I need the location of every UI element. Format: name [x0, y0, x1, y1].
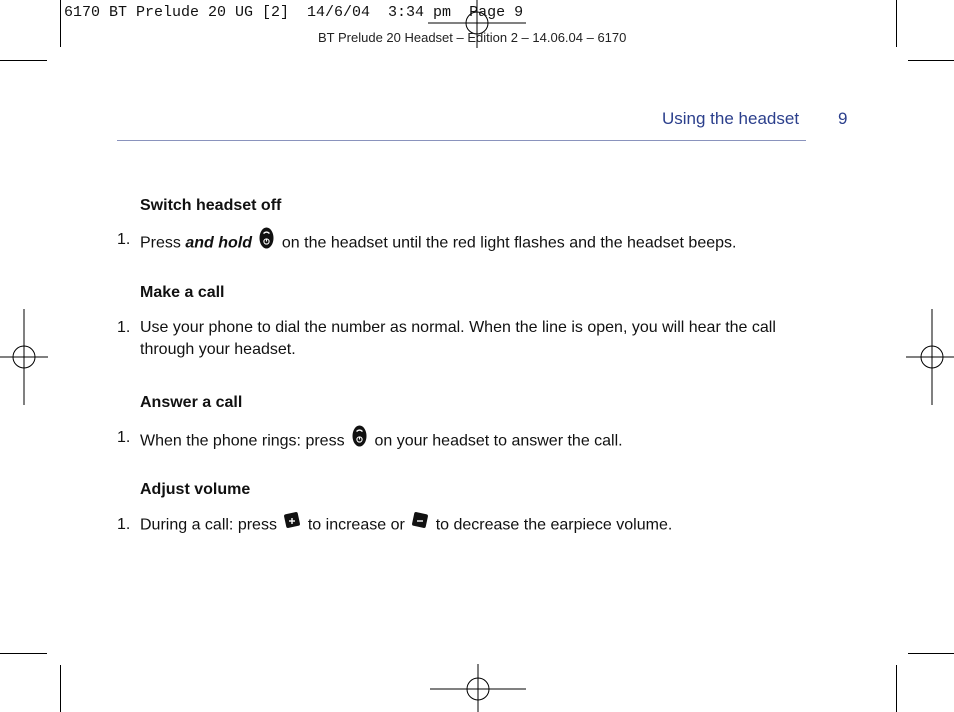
registration-mark-bottom	[430, 664, 526, 712]
item-number: 1.	[117, 231, 131, 248]
section-title-switch-off: Switch headset off	[140, 197, 282, 214]
item-number: 1.	[117, 516, 131, 533]
volume-up-icon	[284, 512, 300, 535]
item-text: Use your phone to dial the number as normal. When the line is open, you will hear the call through your headset.	[140, 319, 776, 358]
crop-mark-top-right-h	[908, 60, 954, 61]
print-slug: 6170 BT Prelude 20 UG [2] 14/6/04 3:34 pm Page 9	[64, 4, 524, 21]
item-text-before: When the phone rings: press	[140, 432, 345, 450]
call-button-icon	[352, 425, 367, 454]
list-item-switch-off	[117, 229, 797, 258]
header-rule	[117, 140, 806, 141]
page-number: 9	[838, 109, 848, 128]
item-text-before: Press	[140, 234, 186, 252]
volume-down-icon	[412, 512, 428, 535]
section-title-make-call: Make a call	[140, 284, 225, 301]
edition-line: BT Prelude 20 Headset – Edition 2 – 14.06.04 – 6170	[318, 30, 627, 45]
item-number: 1.	[117, 319, 131, 336]
list-item-make-call	[117, 317, 797, 361]
item-text-after: to decrease the earpiece volume.	[431, 516, 673, 534]
item-text-after: on your headset to answer the call.	[370, 432, 623, 450]
section-title-answer-call: Answer a call	[140, 394, 243, 411]
crop-mark-bottom-left-v	[60, 665, 61, 712]
crop-mark-top-right-v	[896, 0, 897, 47]
list-item-answer-call	[117, 427, 797, 456]
item-text-emphasis: and hold	[185, 234, 252, 252]
crop-mark-bottom-left-h	[0, 653, 47, 654]
item-number: 1.	[117, 429, 131, 446]
crop-mark-top-left-v	[60, 0, 61, 47]
crop-mark-bottom-right-h	[908, 653, 954, 654]
crop-mark-bottom-right-v	[896, 665, 897, 712]
registration-mark-right	[906, 309, 954, 405]
running-head: Using the headset	[662, 109, 800, 128]
crop-mark-top-left-h	[0, 60, 47, 61]
item-text-middle: to increase or	[303, 516, 405, 534]
registration-mark-left	[0, 309, 48, 405]
item-text-after: on the headset until the red light flashes and the headset beeps.	[277, 234, 737, 252]
item-text-before: During a call: press	[140, 516, 277, 534]
section-title-adjust-volume: Adjust volume	[140, 481, 251, 498]
call-button-icon	[259, 227, 274, 256]
list-item-adjust-volume	[117, 514, 797, 537]
